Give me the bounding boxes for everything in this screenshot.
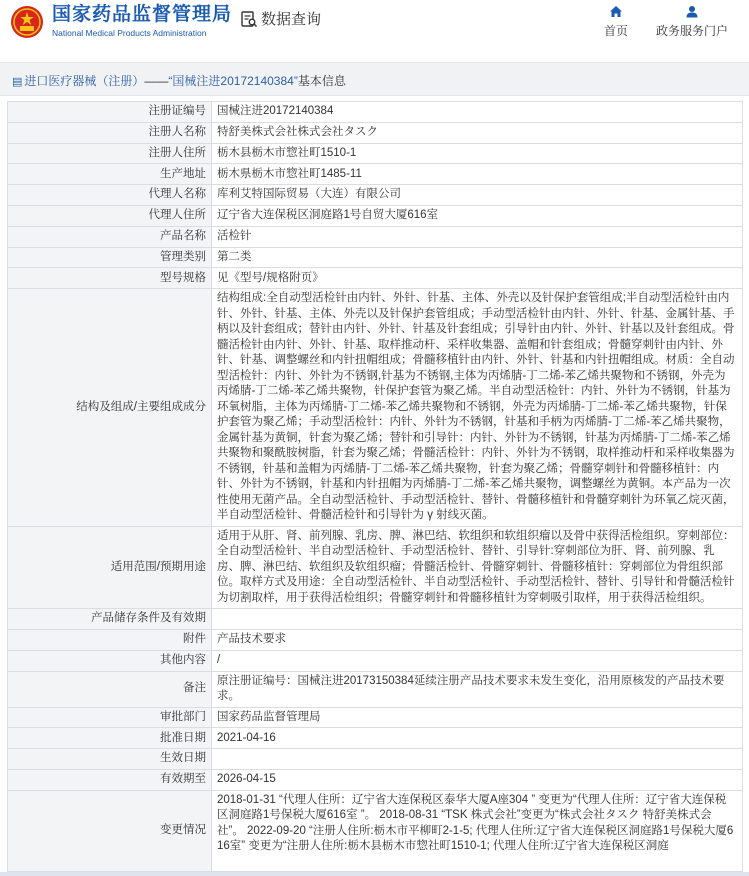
table-row xyxy=(8,749,743,770)
table-row xyxy=(8,268,743,289)
breadcrumb-current: “国械注进20172140384” xyxy=(168,74,298,88)
logo-title: 国家药品监督管理局 xyxy=(52,4,233,25)
row-value: 国家药品监督管理局 xyxy=(212,707,743,728)
row-label: 产品储存条件及有效期 xyxy=(8,609,212,630)
row-value-container xyxy=(212,790,743,871)
page-icon: ▤ xyxy=(12,76,23,88)
nav-service-label: 政务服务门户 xyxy=(655,24,728,38)
table-row xyxy=(8,185,743,206)
table-row xyxy=(8,707,743,728)
row-value: 活检针 xyxy=(212,226,743,247)
row-label: 有效期至 xyxy=(8,769,212,790)
row-label: 代理人住所 xyxy=(8,205,212,226)
row-value: 库利艾特国际贸易（大连）有限公司 xyxy=(212,185,743,206)
row-label: 型号规格 xyxy=(8,268,212,289)
change-history-text: 2018-01-31 “代理人住所：辽宁省大连保税区泰华大厦A座304 ” 变更为“代理人住所：辽宁省大连保税区洞庭路1号保税大厦616室 ”。 2018-08-31 “TSK 株式会社”变更为“株式会社タスク 特舒美株式会社”。 2022-09-20 “注册人住所:栃木市平柳町2-1-5; 代理人住所:辽宁省大连保税区洞庭路1号保税大厦616室” 变更为“注册人住所:栃木县栃木市惣社町1510-1; 代理人住所:辽宁省大连保税区洞庭 xyxy=(217,793,734,853)
breadcrumb-category[interactable]: 进口医疗器械（注册） xyxy=(24,74,145,88)
bottom-border xyxy=(0,872,749,876)
table-row xyxy=(8,526,743,609)
row-value: 特舒美株式会社株式会社タスク xyxy=(212,122,743,143)
table-row xyxy=(8,609,743,630)
row-value: / xyxy=(212,650,743,671)
row-value: 适用于从肝、肾、前列腺、乳房、脾、淋巴结、软组织和软组织瘤以及骨中获得活检组织。穿刺部位：全自动型活检针、半自动型活检针、手动型活检针、替针、引导针:穿刺部位为肝、肾、前列腺、乳房、脾、淋巴结、软组织及软组织瘤；骨髓活检针、骨髓穿刺针、骨髓移植针：穿刺部位为骨组织部位。取样方式及用途：全自动型活检针、半自动型活检针、手动型活检针、替针、引导针和骨髓活检针为切割取样，用于获得活检组织；骨髓穿刺针和骨髓移植针为穿刺吸引取样，用于获得活检组织。 xyxy=(212,526,743,609)
row-value xyxy=(212,749,743,770)
row-label: 批准日期 xyxy=(8,728,212,749)
table-row xyxy=(8,226,743,247)
table-row xyxy=(8,102,743,123)
row-label: 变更情况 xyxy=(8,790,212,871)
table-row xyxy=(8,247,743,268)
table-row xyxy=(8,122,743,143)
row-value: 国械注进20172140384 xyxy=(212,102,743,123)
row-label: 审批部门 xyxy=(8,707,212,728)
row-value: 见《型号/规格附页》 xyxy=(212,268,743,289)
row-label: 注册证编号 xyxy=(8,102,212,123)
table-row xyxy=(8,629,743,650)
breadcrumb xyxy=(12,72,346,89)
row-value: 辽宁省大连保税区洞庭路1号自贸大厦616室 xyxy=(212,205,743,226)
row-label: 生产地址 xyxy=(8,164,212,185)
document-search-icon xyxy=(240,10,258,28)
row-label: 产品名称 xyxy=(8,226,212,247)
table-row xyxy=(8,790,743,871)
row-value: 结构组成:全自动型活检针由内针、外针、针基、主体、外壳以及针保护套管组成;半自动型活检针由内针、外针、针基、主体、外壳以及针保护套管组成；手动型活检针由内针、外针、针基、金属针基、手柄以及针套组成；替针由内针、外针、针基及针套组成；引导针由内针、外针、针基以及针套组成。骨髓活检针由内针、外针、针基、取样推动杆、采样收集器、盖帽和针套组成；骨髓穿刺针由内针、外针、针基、调整螺丝和内针扭帽组成；骨髓移植针由内针、外针、针基和内针扭帽组成。材质：全自动型活检针：内针、外针为不锈钢,针基为不锈钢,主体为丙烯腈-丁二烯-苯乙烯共聚物和不锈钢，外壳为丙烯腈-丁二烯-苯乙烯共聚物，针保护套管为聚乙烯。半自动型活检针：内针、外针为不锈钢，针基为环氧树脂，主体为丙烯腈-丁二烯-苯乙烯共聚物和不锈钢，外壳为丙烯腈-丁二烯-苯乙烯共聚物，针保护套管为聚乙烯；手动型活检针：内针、外针为不锈钢，针基和手柄为丙烯腈-丁二烯-苯乙烯共聚物，金属针基为黄铜，针套为聚乙烯；替针和引导针：内针、外针为不锈钢，针基为丙烯腈-丁二烯-苯乙烯共聚物和聚酰胺树脂，针套为聚乙烯；骨髓活检针：内针、外针为不锈钢，取样推动杆和采样收集器为不锈钢，针基和盖帽为丙烯腈-丁二烯-苯乙烯共聚物，针套为聚乙烯；骨髓穿刺针和骨髓移植针：内针、外针为不锈钢，针基和内针扭帽为丙烯腈-丁二烯-苯乙烯共聚物，调整螺丝为黄铜。本产品为一次性使用无菌产品。全自动型活检针、手动型活检针、替针、骨髓移植针和骨髓穿刺针为环氧乙烷灭菌，半自动型活检针、骨髓活检针和引导针为 γ 射线灭菌。 xyxy=(212,289,743,527)
detail-table xyxy=(7,101,743,872)
table-row xyxy=(8,289,743,527)
row-label: 生效日期 xyxy=(8,749,212,770)
row-value: 产品技术要求 xyxy=(212,629,743,650)
nav-home[interactable] xyxy=(598,5,634,39)
table-row xyxy=(8,671,743,707)
nav-home-label: 首页 xyxy=(603,24,628,38)
row-label: 适用范围/预期用途 xyxy=(8,526,212,609)
row-value: 栃木县栃木市惣社町1510-1 xyxy=(212,143,743,164)
row-value: 原注册证编号：国械注进20173150384延续注册产品技术要求未发生变化，沿用原核发的产品技术要求。 xyxy=(212,671,743,707)
row-label: 附件 xyxy=(8,629,212,650)
table-row xyxy=(8,728,743,749)
national-emblem-icon xyxy=(10,5,44,39)
breadcrumb-suffix: 基本信息 xyxy=(297,74,346,88)
row-label: 注册人住所 xyxy=(8,143,212,164)
row-value xyxy=(212,609,743,630)
row-label: 管理类别 xyxy=(8,247,212,268)
row-label: 代理人名称 xyxy=(8,185,212,206)
table-row xyxy=(8,769,743,790)
row-label: 结构及组成/主要组成成分 xyxy=(8,289,212,527)
nav-service-portal[interactable] xyxy=(652,5,732,39)
row-value: 2021-04-16 xyxy=(212,728,743,749)
row-label: 注册人名称 xyxy=(8,122,212,143)
data-query-link[interactable] xyxy=(240,8,321,29)
row-value: 第二类 xyxy=(212,247,743,268)
breadcrumb-bar xyxy=(0,62,749,96)
home-icon xyxy=(609,5,623,18)
site-logo[interactable] xyxy=(10,4,232,39)
table-row xyxy=(8,143,743,164)
table-row xyxy=(8,164,743,185)
breadcrumb-separator: —— xyxy=(144,74,169,88)
data-query-label: 数据查询 xyxy=(261,11,322,28)
row-label: 备注 xyxy=(8,671,212,707)
site-header xyxy=(0,0,749,52)
row-value: 栃木県栃木市惣社町1485-11 xyxy=(212,164,743,185)
row-value: 2026-04-15 xyxy=(212,769,743,790)
table-row xyxy=(8,205,743,226)
user-icon xyxy=(685,5,699,18)
logo-subtitle: National Medical Products Administration xyxy=(52,28,207,38)
row-label: 其他内容 xyxy=(8,650,212,671)
table-row xyxy=(8,650,743,671)
